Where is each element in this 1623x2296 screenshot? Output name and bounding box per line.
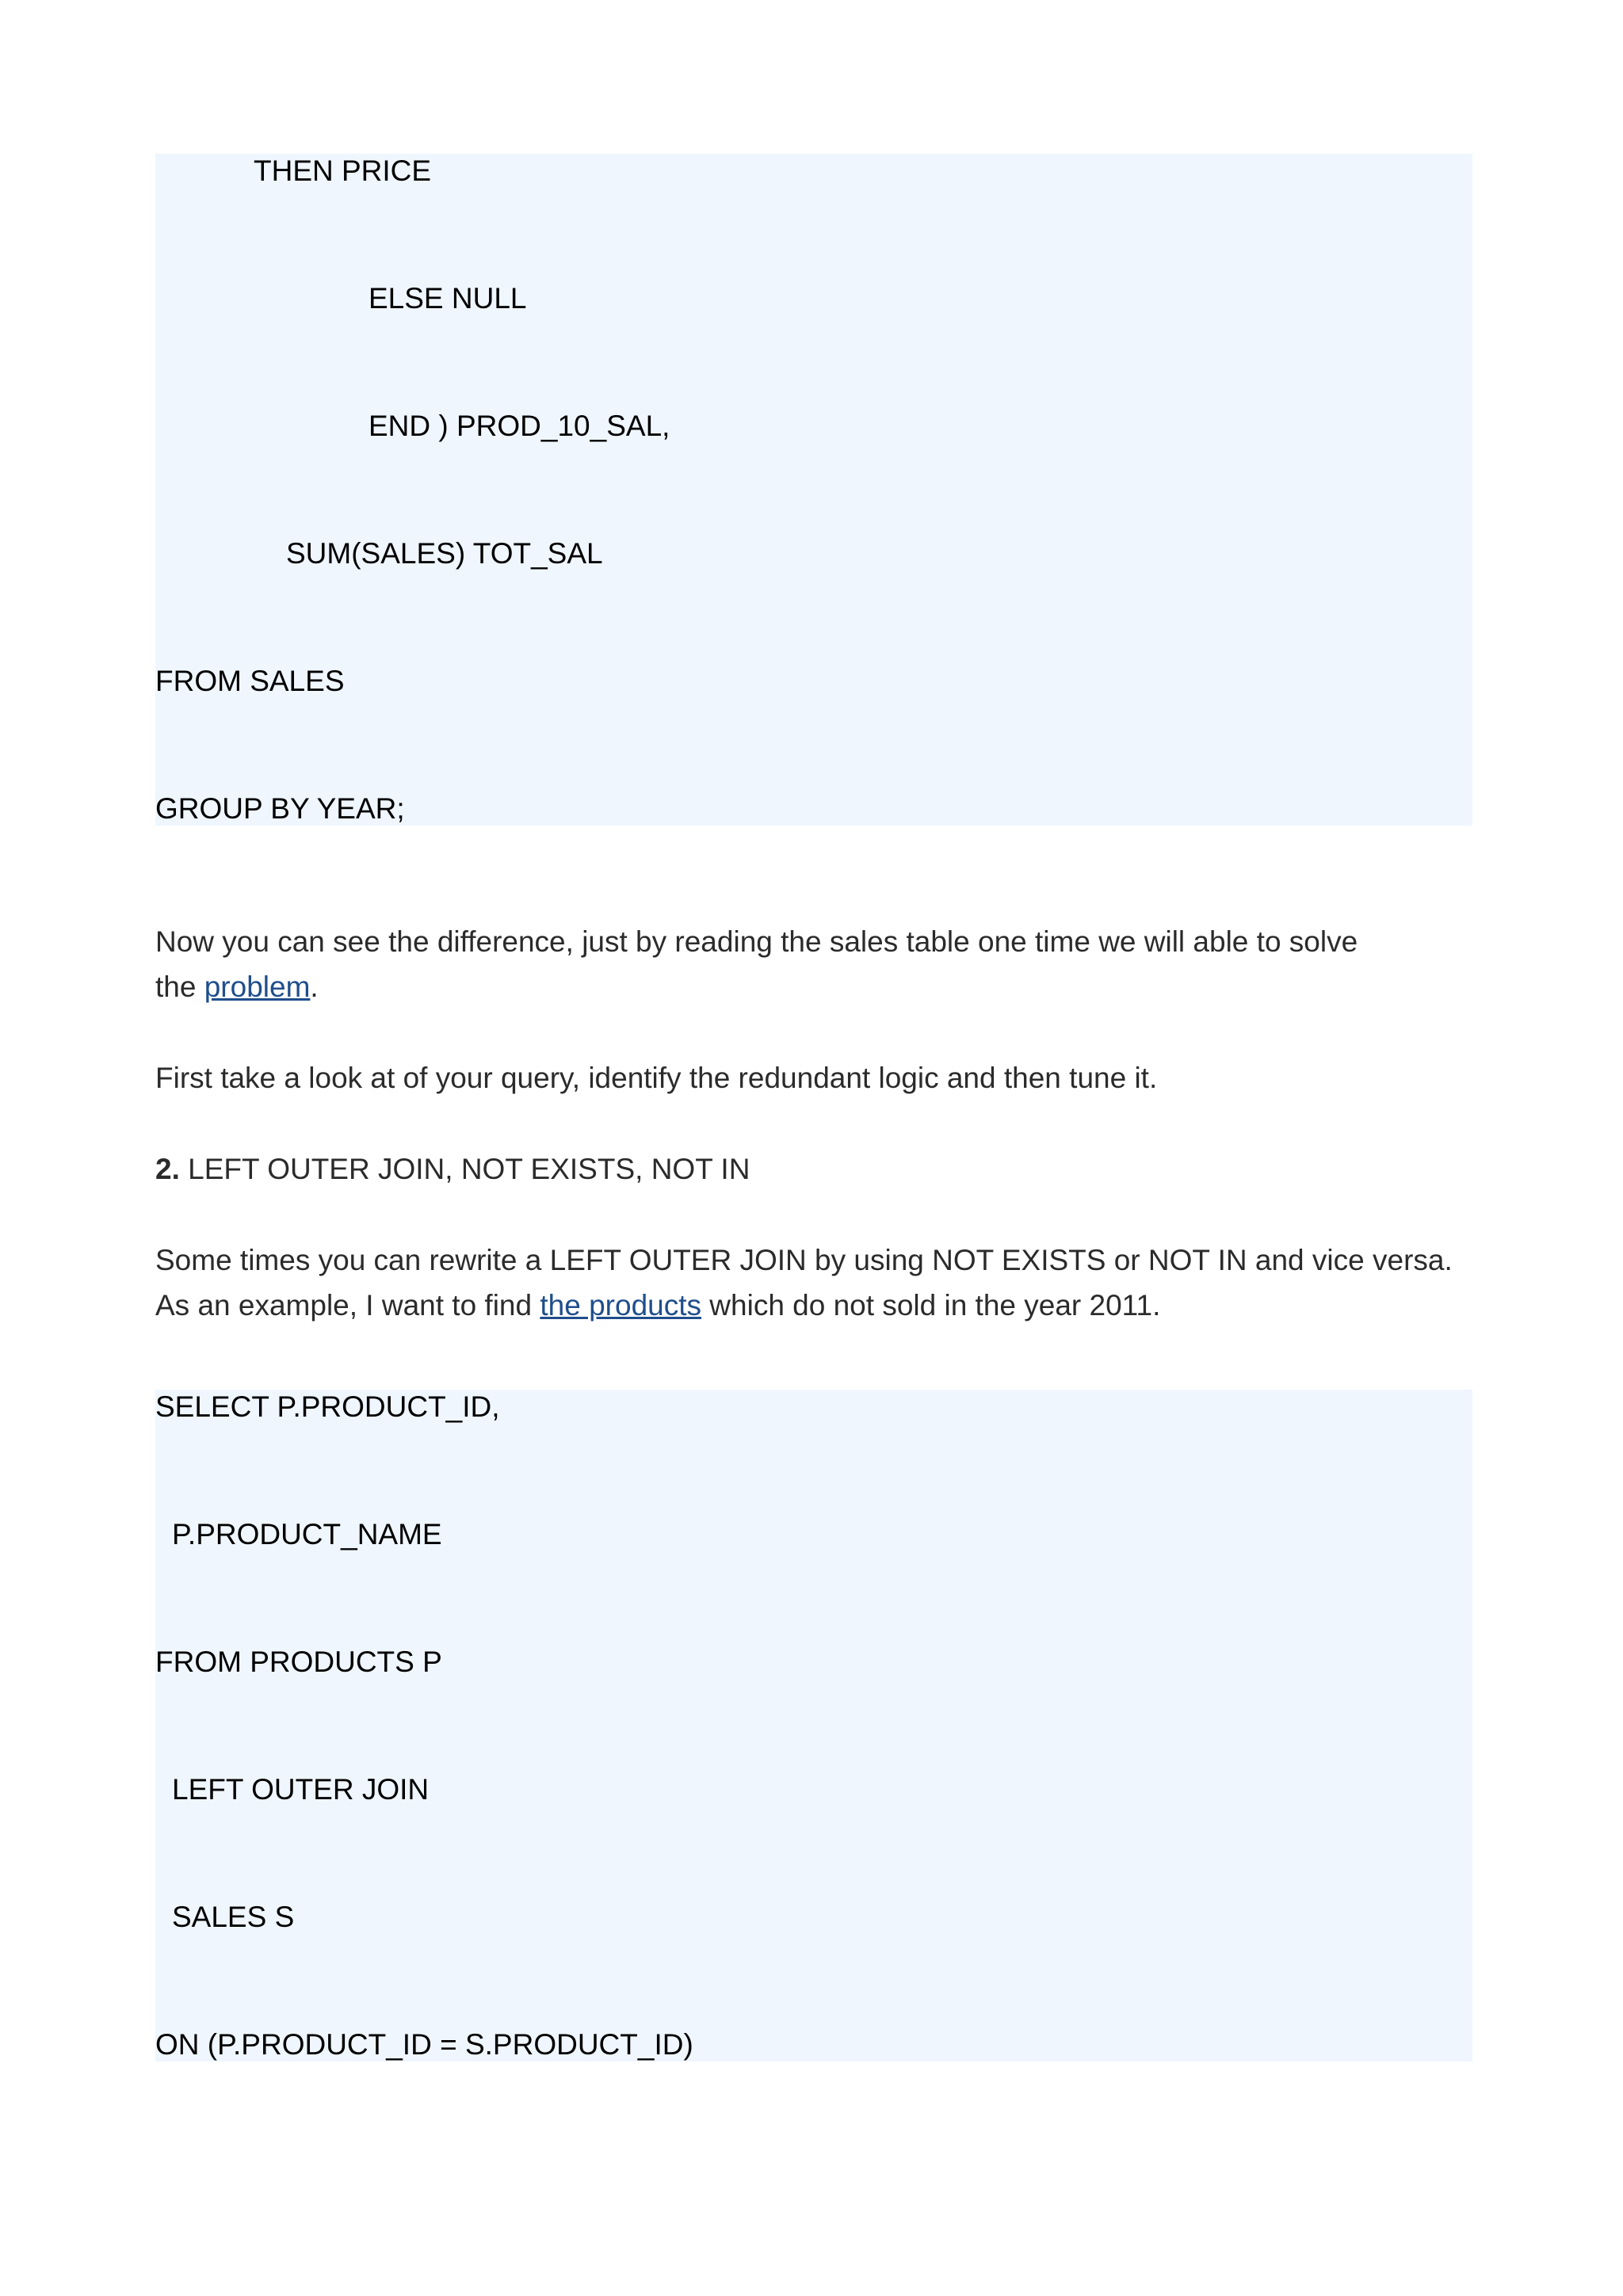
code-line: FROM PRODUCTS P — [155, 1646, 442, 1678]
code-line: END ) PROD_10_SAL, — [369, 410, 670, 442]
the-products-link[interactable]: the products — [540, 1289, 702, 1322]
code-line: ON (P.PRODUCT_ID = S.PRODUCT_ID) — [155, 2028, 693, 2061]
code-line: GROUP BY YEAR; — [155, 792, 405, 825]
code-line: ELSE NULL — [369, 282, 527, 315]
paragraph — [155, 919, 1368, 1009]
code-line: SELECT P.PRODUCT_ID, — [155, 1390, 500, 1423]
paragraph — [155, 1055, 1472, 1100]
paragraph-text: . — [310, 971, 319, 1003]
paragraph — [155, 1238, 1472, 1328]
code-line: SUM(SALES) TOT_SAL — [286, 537, 603, 570]
paragraph-text: Now you can see the difference, just by reading the sales table one time we will able to solve the — [155, 925, 1358, 1003]
code-line: P.PRODUCT_NAME — [172, 1518, 442, 1550]
section-heading — [155, 1146, 1472, 1192]
paragraph-text: Some times you can rewrite a LEFT OUTER JOIN by using NOT EXISTS or NOT IN and vice versa. As an example, I want to find — [155, 1244, 1453, 1322]
section-number: 2. — [155, 1153, 180, 1185]
problem-link[interactable]: problem — [204, 971, 311, 1003]
code-line: THEN PRICE — [254, 154, 432, 187]
code-line: LEFT OUTER JOIN — [172, 1773, 430, 1806]
code-block — [155, 154, 1472, 826]
paragraph-text: which do not sold in the year 2011. — [701, 1289, 1161, 1322]
code-line: SALES S — [172, 1901, 295, 1933]
code-line: FROM SALES — [155, 665, 345, 697]
section-title: LEFT OUTER JOIN, NOT EXISTS, NOT IN — [179, 1153, 750, 1185]
paragraph-text: First take a look at of your query, identify the redundant logic and then tune it. — [155, 1062, 1158, 1094]
code-block — [155, 1390, 1472, 2061]
